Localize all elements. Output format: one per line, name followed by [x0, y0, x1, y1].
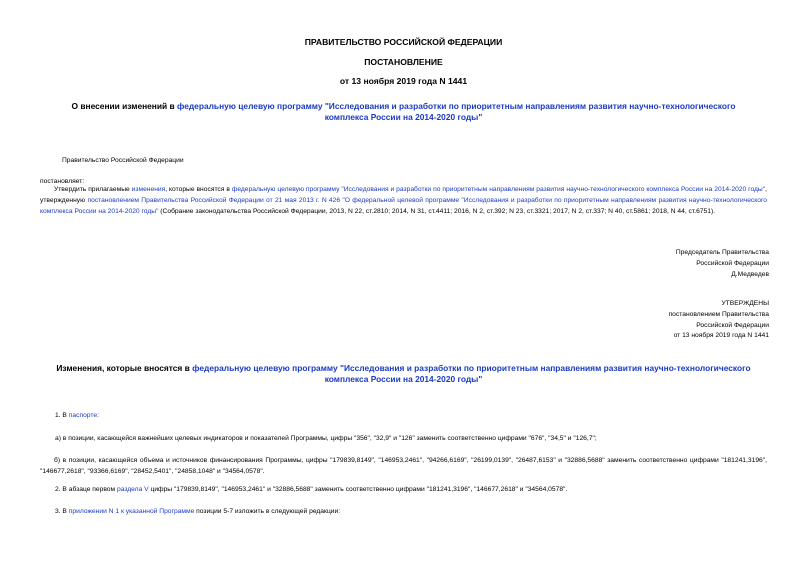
government-name: ПРАВИТЕЛЬСТВО РОССИЙСКОЙ ФЕДЕРАЦИИ: [304, 37, 503, 47]
item-1: 1. В паспорте:: [55, 412, 99, 419]
title-prefix: О внесении изменений в: [71, 101, 177, 111]
program-link-body[interactable]: федеральную целевую программу "Исследования и разработки по приоритетным направлениям развития научно-технологического комплекса России на 2014-2020 годы": [231, 186, 766, 193]
signature-name: Д.Медведев: [731, 270, 769, 278]
approved-label: УТВЕРЖДЕНЫ: [721, 300, 769, 307]
resolution-426-link[interactable]: постановлением Правительства Российской Федерации от 21 мая 2013 г. N 426 "О федеральной целевой программе "Исследования и разработки по приоритетным направлениям развития научно-технологического комплекса России на 2014-2020 годы": [40, 197, 767, 215]
item-2: 2. В абзаце первом раздела V цифры "179839,8149", "146953,2461" и "32886,5688" заменить соответственно цифрами "181241,3196", "146677,2618" и "34564,0578".: [55, 486, 568, 493]
changes-link[interactable]: изменения: [131, 186, 166, 193]
program-link[interactable]: федеральную целевую программу "Исследования и разработки по приоритетным направлениям развития научно-технологического комплекса России на 2014-2020 годы": [176, 101, 736, 122]
document-type: ПОСТАНОВЛЕНИЕ: [364, 57, 443, 67]
signature-position: Председатель Правительства: [675, 249, 769, 256]
approved-block: УТВЕРЖДЕНЫ постановлением Правительства Российской Федерации от 13 ноября 2019 года N 1441: [668, 300, 769, 340]
appendix-1-link[interactable]: приложении N 1 к указанной Программе: [68, 508, 195, 515]
signature-org: Российской Федерации: [696, 259, 769, 267]
signature-block: [676, 248, 769, 280]
resolves-label: постановляет:: [40, 178, 85, 185]
section-v-link[interactable]: раздела V: [117, 486, 149, 493]
issuer: Правительство Российской Федерации: [62, 157, 184, 164]
document-date: от 13 ноября 2019 года N 1441: [339, 76, 468, 86]
program-link-2[interactable]: федеральную целевую программу "Исследования и разработки по приоритетным направлениям развития научно-технологического комплекса России на 2014-2020 годы": [192, 363, 751, 384]
item-1b: б) в позиции, касающейся объема и источников финансирования Программы, цифры "179839,8149", "146953,2461", "94266,6169", "26199,0139", "26487,6153" и "32886,5688" заменить соответственно цифрами "181241,3196", "146677,2618", "93366,6169", "28452,5401", "24858,1048" и "34564,0578".: [40, 457, 767, 475]
item-1a: а) в позиции, касающейся важнейших целевых индикаторов и показателей Программы, цифры "356", "32,9" и "126" заменить соответственно цифрами "676", "34,5" и "126,7";: [55, 435, 597, 442]
item-3: 3. В приложении N 1 к указанной Программе позиции 5-7 изложить в следующей редакции:: [55, 508, 341, 515]
changes-title: Изменения, которые вносятся в федеральную целевую программу "Исследования и разработки по приоритетным направлениям развития научно-технологического комплекса России на 2014-2020 годы": [56, 363, 751, 384]
approval-paragraph: Утвердить прилагаемые изменения, которые вносятся в федеральную целевую программу "Исследования и разработки по приоритетным направлениям развития научно-технологического комплекса России на 2014-2020 годы", утвержденную постановлением Правительства Российской Федерации от 21 мая 2013 г. N 426 "О федеральной целевой программе "Исследования и разработки по приоритетным направлениям развития научно-технологического комплекса России на 2014-2020 годы" (Собрание законодательства Российской Федерации, 2013, N 22, ст.2810; 2014, N 31, ст.4411; 2016, N 2, ст.392; N 23, ст.3321; 2017, N 2, ст.337; N 40, ст.5861; 2018, N 44, ст.6751).: [40, 186, 767, 215]
passport-link[interactable]: паспорте: [68, 412, 98, 419]
document-title: [50, 101, 757, 123]
